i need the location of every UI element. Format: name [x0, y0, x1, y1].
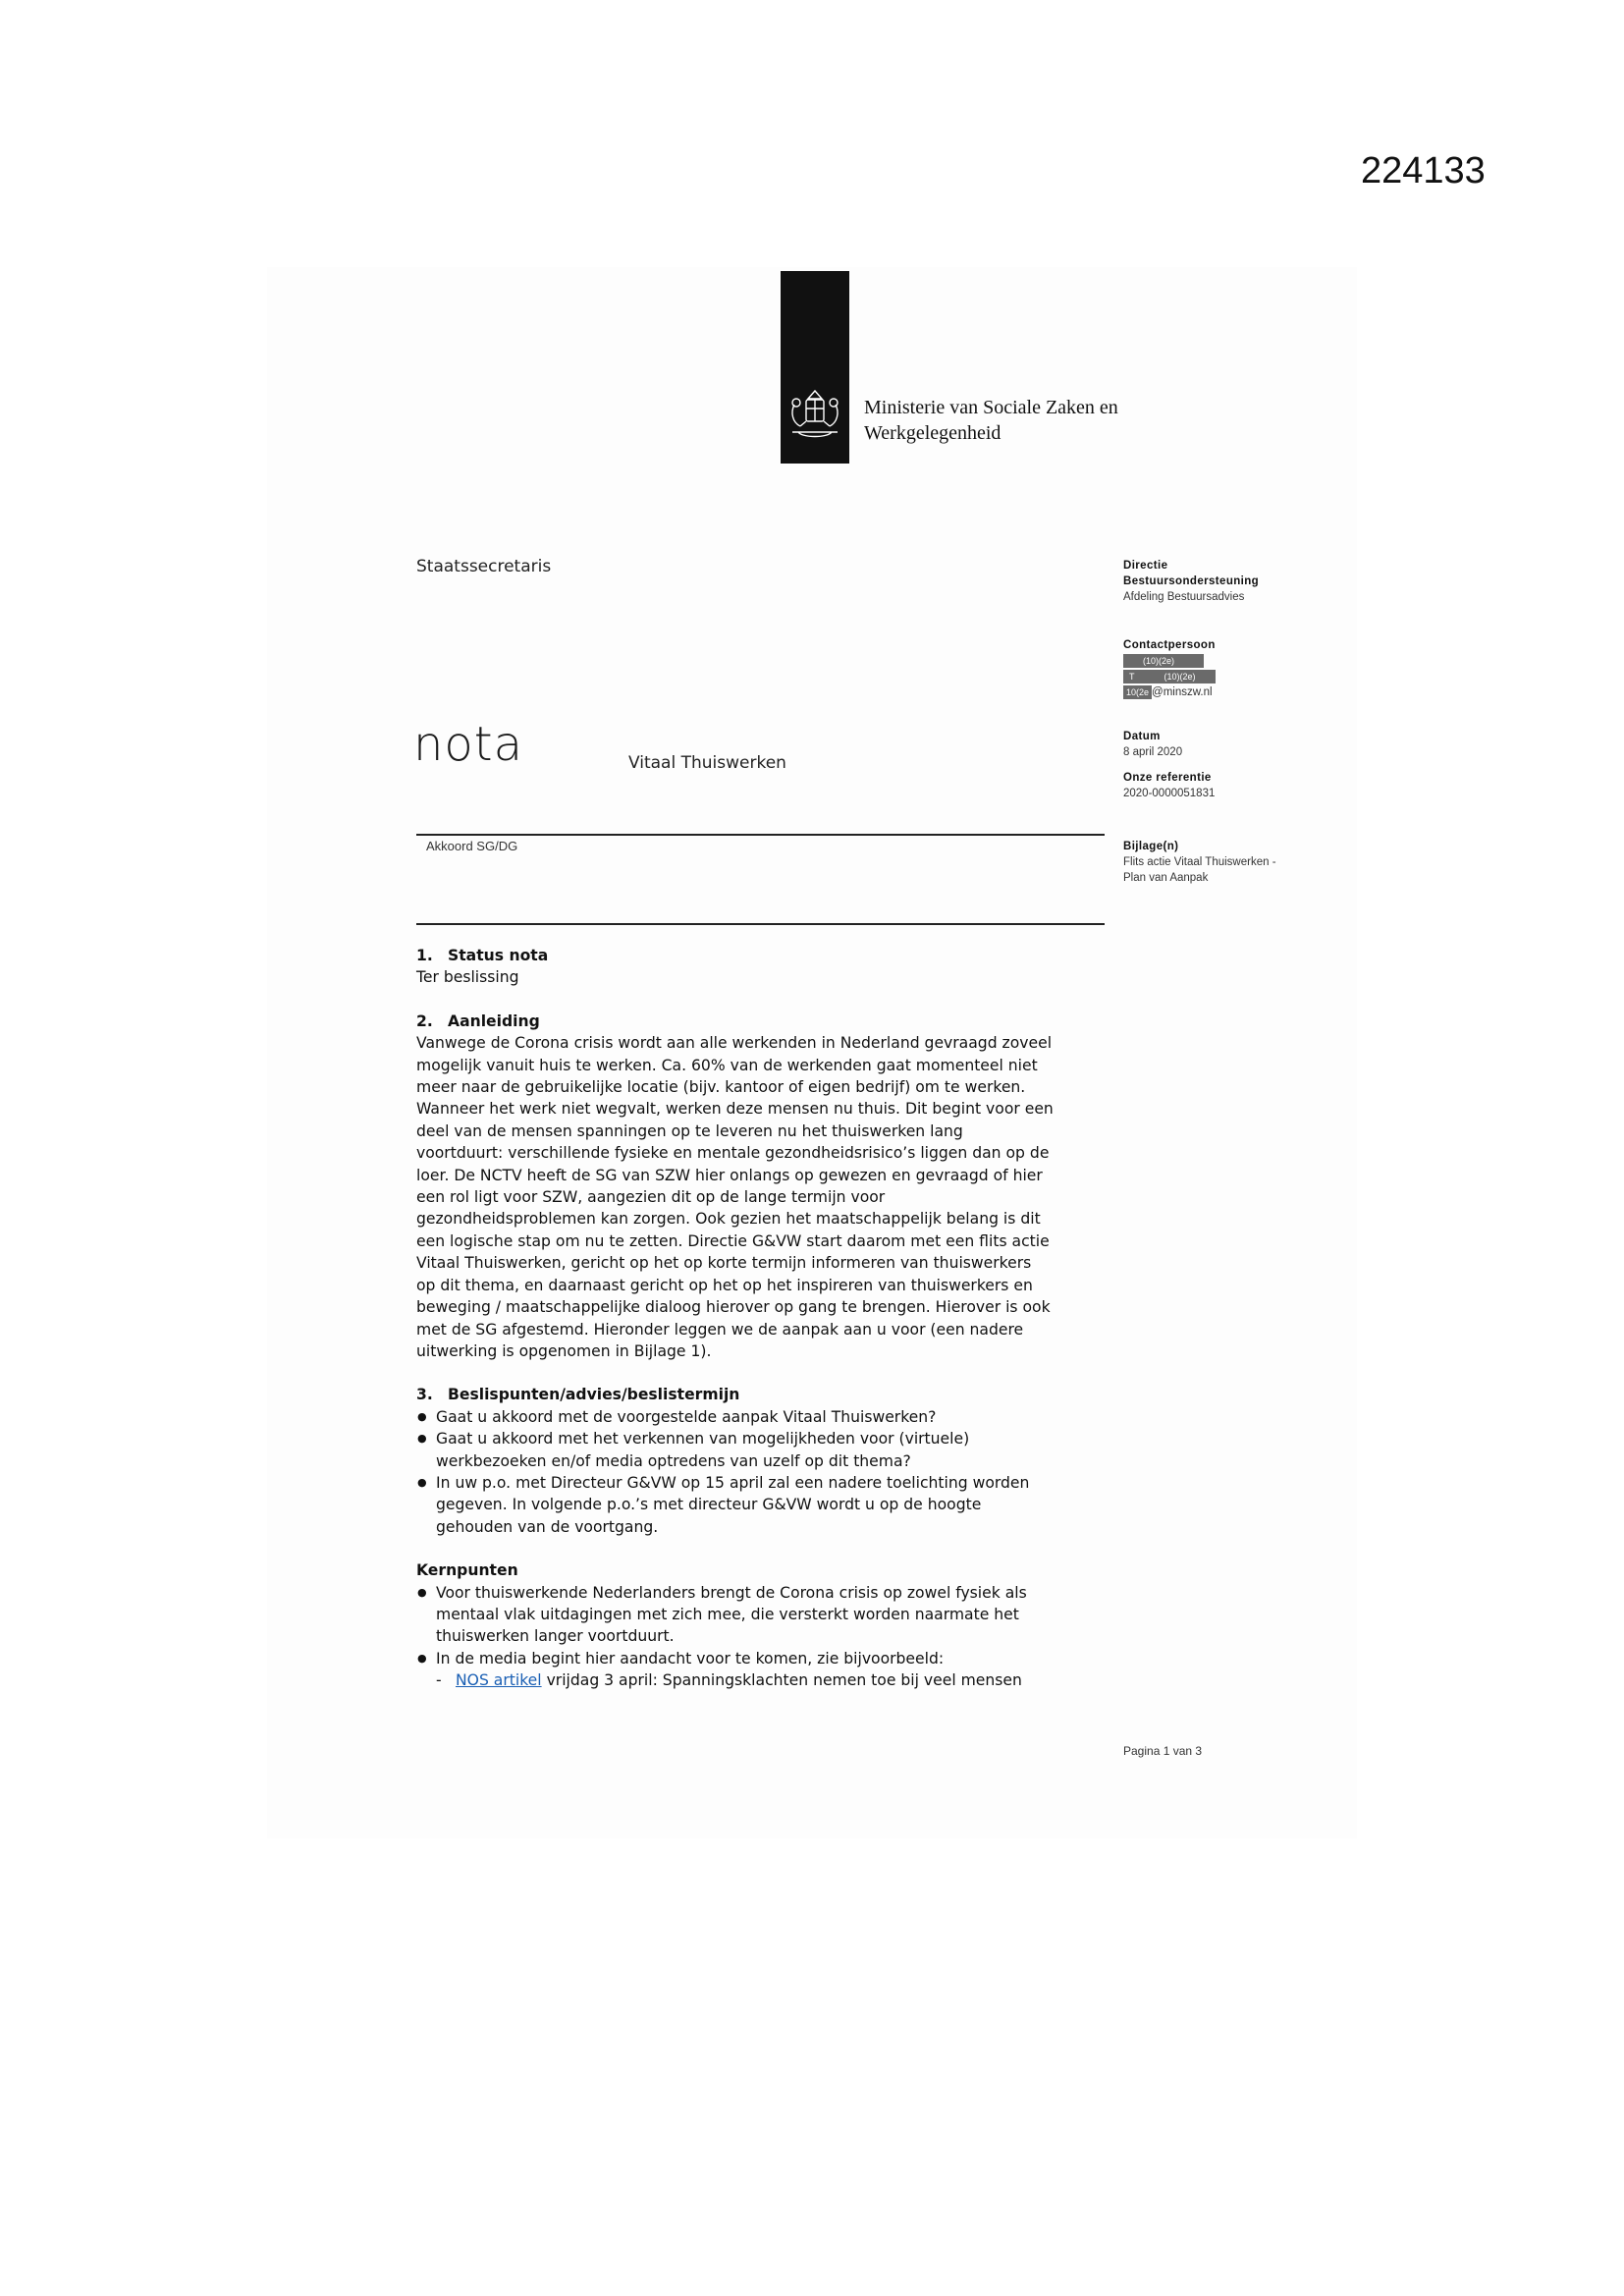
- sender: Staatssecretaris: [416, 557, 552, 576]
- document-body: [416, 945, 1113, 1692]
- document-number: 224133: [1361, 150, 1486, 191]
- bijlagen-block: [1123, 839, 1339, 886]
- section-heading-status: 1. Status nota: [416, 947, 549, 964]
- contact-block: [1123, 637, 1339, 700]
- document-subject: Vitaal Thuiswerken: [628, 753, 786, 773]
- approval-bottom-rule: [416, 923, 1105, 925]
- list-item: ● In de media begint hier aandacht voor te komen, zie bijvoorbeeld:: [416, 1648, 1113, 1669]
- datum-label: Datum: [1123, 731, 1161, 742]
- redacted-phone-code: (10)(2e): [1164, 671, 1196, 682]
- list-item: ● Gaat u akkoord met het verkennen van mogelijkheden voor (virtuele) werkbezoeken en/of media optredens van uzelf op dit thema?: [416, 1428, 1113, 1472]
- kernpunten-subitem: - NOS artikel vrijdag 3 april: Spanningsklachten nemen toe bij veel mensen: [436, 1671, 1022, 1690]
- kernpunten-list: [416, 1582, 1113, 1670]
- redacted-contact-name: (10)(2e): [1123, 654, 1204, 668]
- paragraph-line: mogelijk vanuit huis te werken. Ca. 60% van de werkenden gaat momenteel niet: [416, 1056, 1038, 1074]
- referentie-label: Onze referentie: [1123, 772, 1212, 784]
- redacted-email-user: 10(2e: [1123, 685, 1152, 699]
- list-item: ● Voor thuiswerkende Nederlanders brengt de Corona crisis op zowel fysiek als mentaal vlak uitdagingen met zich mee, die versterkt worden naarmate het thuiswerken langer voortduurt.: [416, 1582, 1113, 1648]
- ministry-name-line-2: Werkgelegenheid: [864, 422, 1001, 444]
- subitem-text: vrijdag 3 april: Spanningsklachten nemen toe bij veel mensen: [541, 1671, 1022, 1690]
- list-item: ● In uw p.o. met Directeur G&VW op 15 april zal een nadere toelichting worden gegeven. In volgende p.o.’s met directeur G&VW wordt u op de hoogte gehouden van de voortgang.: [416, 1472, 1113, 1538]
- afdeling: Afdeling Bestuursadvies: [1123, 591, 1245, 603]
- paragraph-line: een logische stap om nu te zetten. Directie G&VW start daarom met een flits actie: [416, 1231, 1050, 1250]
- paragraph-line: Wanneer het werk niet wegvalt, werken deze mensen nu thuis. Dit begint voor een: [416, 1100, 1054, 1119]
- paragraph-line: een rol ligt voor SZW, aangezien dit op de lange termijn voor: [416, 1188, 886, 1207]
- contact-label: Contactpersoon: [1123, 639, 1216, 651]
- paragraph-line: Vanwege de Corona crisis wordt aan alle werkenden in Nederland gevraagd zoveel: [416, 1034, 1053, 1053]
- paragraph-line: voortduurt: verschillende fysieke en mentale gezondheidsrisico’s liggen dan op de: [416, 1144, 1050, 1163]
- paragraph-line: meer naar de gebruikelijke locatie (bijv. kantoor of eigen bedrijf) om te werken.: [416, 1078, 1026, 1097]
- redacted-phone: [1123, 670, 1216, 683]
- paragraph-line: gezondheidsproblemen kan zorgen. Ook gezien het maatschappelijk belang is dit: [416, 1210, 1041, 1229]
- ministry-logo: [781, 271, 849, 464]
- paragraph-line: deel van de mensen spanningen op te leveren nu het thuiswerken lang: [416, 1121, 963, 1140]
- page-number: Pagina 1 van 3: [1123, 1744, 1203, 1758]
- datum-block: [1123, 729, 1339, 801]
- ministry-name-line-1: Ministerie van Sociale Zaken en: [864, 397, 1118, 418]
- paragraph-line: beweging / maatschappelijke dialoog hierover op gang te brengen. Hierover is ook: [416, 1298, 1051, 1317]
- list-item: ● Gaat u akkoord met de voorgestelde aanpak Vitaal Thuiswerken?: [416, 1406, 1113, 1428]
- paragraph-line: met de SG afgestemd. Hieronder leggen we de aanpak aan u voor (een nadere: [416, 1320, 1024, 1339]
- bijlagen-line-2: Plan van Aanpak: [1123, 872, 1209, 884]
- aanleiding-paragraph: [416, 1032, 1113, 1362]
- approval-top-rule: [416, 834, 1105, 836]
- directie-label: Directie: [1123, 560, 1168, 572]
- directie-value: Bestuursondersteuning: [1123, 575, 1260, 587]
- datum-value: 8 april 2020: [1123, 746, 1183, 758]
- beslispunten-list: [416, 1406, 1113, 1538]
- email-domain: @minszw.nl: [1152, 686, 1213, 698]
- status-text: Ter beslissing: [416, 968, 519, 987]
- ministry-name: [864, 395, 1118, 446]
- document-title: nota: [413, 717, 524, 772]
- paragraph-line: op dit thema, en daarnaast gericht op het op het inspireren van thuiswerkers en: [416, 1276, 1033, 1294]
- paragraph-line: loer. De NCTV heeft de SG van SZW hier onlangs op gewezen en gevraagd of hier: [416, 1166, 1043, 1184]
- nos-article-link[interactable]: NOS artikel: [456, 1671, 542, 1690]
- phone-prefix: T: [1129, 671, 1135, 682]
- section-heading-aanleiding: 2. Aanleiding: [416, 1011, 540, 1030]
- section-heading-beslispunten: 3. Beslispunten/advies/beslistermijn: [416, 1386, 740, 1404]
- directie-block: [1123, 558, 1339, 605]
- bijlagen-line-1: Flits actie Vitaal Thuiswerken -: [1123, 856, 1276, 868]
- paragraph-line: Vitaal Thuiswerken, gericht op het op korte termijn informeren van thuiswerkers: [416, 1254, 1032, 1273]
- paragraph-line: uitwerking is opgenomen in Bijlage 1).: [416, 1341, 712, 1360]
- bijlagen-label: Bijlage(n): [1123, 841, 1179, 852]
- coat-of-arms-icon: [786, 387, 843, 448]
- referentie-value: 2020-0000051831: [1123, 788, 1216, 799]
- approval-label: Akkoord SG/DG: [426, 839, 518, 853]
- section-heading-kernpunten: Kernpunten: [416, 1561, 518, 1580]
